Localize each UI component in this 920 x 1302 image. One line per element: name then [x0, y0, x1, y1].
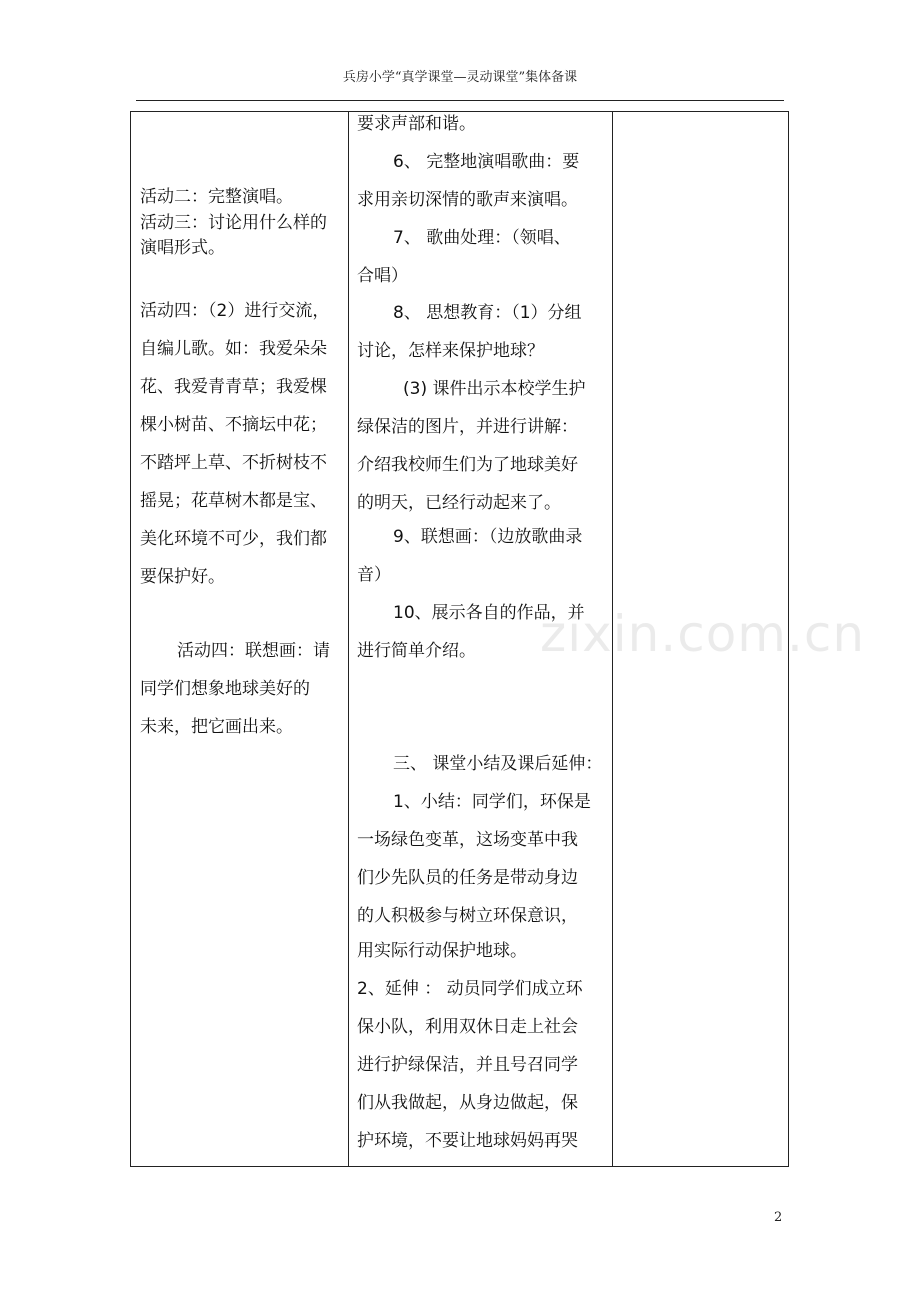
middle-text-line: 们少先队员的任务是带动身边 — [357, 868, 578, 888]
middle-text-line: 介绍我校师生们为了地球美好 — [357, 455, 578, 475]
left-text-line: 棵小树苗、不摘坛中花； — [140, 415, 327, 435]
middle-text-line: 们从我做起，从身边做起，保 — [357, 1093, 578, 1113]
middle-text-line: 1、小结：同学们，环保是 — [393, 792, 591, 812]
left-text-line: 美化环境不可少，我们都 — [140, 529, 327, 549]
middle-text-line: 8、 思想教育：（1）分组 — [393, 303, 582, 323]
header-divider — [136, 100, 784, 101]
left-text-line: 摇晃；花草树木都是宝、 — [140, 491, 327, 511]
middle-text-line: 的明天，已经行动起来了。 — [357, 493, 561, 513]
middle-text-line: 7、 歌曲处理：（领唱、 — [393, 228, 571, 248]
left-text-line: 自编儿歌。如：我爱朵朵 — [140, 339, 327, 359]
left-text-line: 要保护好。 — [140, 567, 225, 587]
middle-text-line: 保小队，利用双休日走上社会 — [357, 1017, 578, 1037]
middle-text-line: 绿保洁的图片，并进行讲解： — [357, 417, 578, 437]
middle-text-line: 讨论，怎样来保护地球？ — [357, 341, 544, 361]
middle-text-line: 用实际行动保护地球。 — [357, 941, 527, 961]
middle-text-line: 合唱） — [357, 266, 408, 286]
page-header-title: 兵房小学“真学课堂—灵动课堂”集体备课 — [342, 70, 578, 85]
middle-text-line: 音） — [357, 565, 391, 585]
left-text-line: 活动二：完整演唱。 — [140, 187, 293, 207]
left-text-line: 花、我爱青青草；我爱棵 — [140, 377, 327, 397]
middle-text-line: 三、 课堂小结及课后延伸： — [393, 754, 603, 774]
middle-text-line: 一场绿色变革，这场变革中我 — [357, 830, 578, 850]
page-number: 2 — [774, 1210, 783, 1225]
middle-text-line: 9、联想画：（边放歌曲录 — [393, 527, 583, 547]
middle-text-line: 求用亲切深情的歌声来演唱。 — [357, 190, 578, 210]
middle-text-line: 10、展示各自的作品，并 — [393, 603, 585, 623]
left-text-line: 活动三：讨论用什么样的 — [140, 213, 327, 233]
middle-text-line: 护环境，不要让地球妈妈再哭 — [357, 1131, 578, 1151]
watermark-text: zixin.com.cn — [540, 605, 866, 663]
middle-text-line: 2、延伸 ： 动员同学们成立环 — [357, 979, 583, 999]
left-text-line: 不踏坪上草、不折树枝不 — [140, 453, 327, 473]
column-divider-1 — [348, 112, 349, 1166]
left-text-line: 活动四：（2）进行交流， — [140, 301, 330, 321]
middle-text-line: 进行护绿保洁，并且号召同学 — [357, 1055, 578, 1075]
left-text-line: 未来，把它画出来。 — [140, 717, 293, 737]
left-text-line: 同学们想象地球美好的 — [140, 679, 310, 699]
left-text-line: 演唱形式。 — [140, 238, 225, 258]
left-text-line: 活动四：联想画：请 — [177, 641, 330, 661]
middle-text-line: 的人积极参与树立环保意识， — [357, 906, 578, 926]
middle-text-line: 要求声部和谐。 — [357, 114, 476, 134]
middle-text-line: 进行简单介绍。 — [357, 641, 476, 661]
middle-text-line: (3) 课件出示本校学生护 — [403, 379, 586, 399]
middle-text-line: 6、 完整地演唱歌曲：要 — [393, 152, 580, 172]
